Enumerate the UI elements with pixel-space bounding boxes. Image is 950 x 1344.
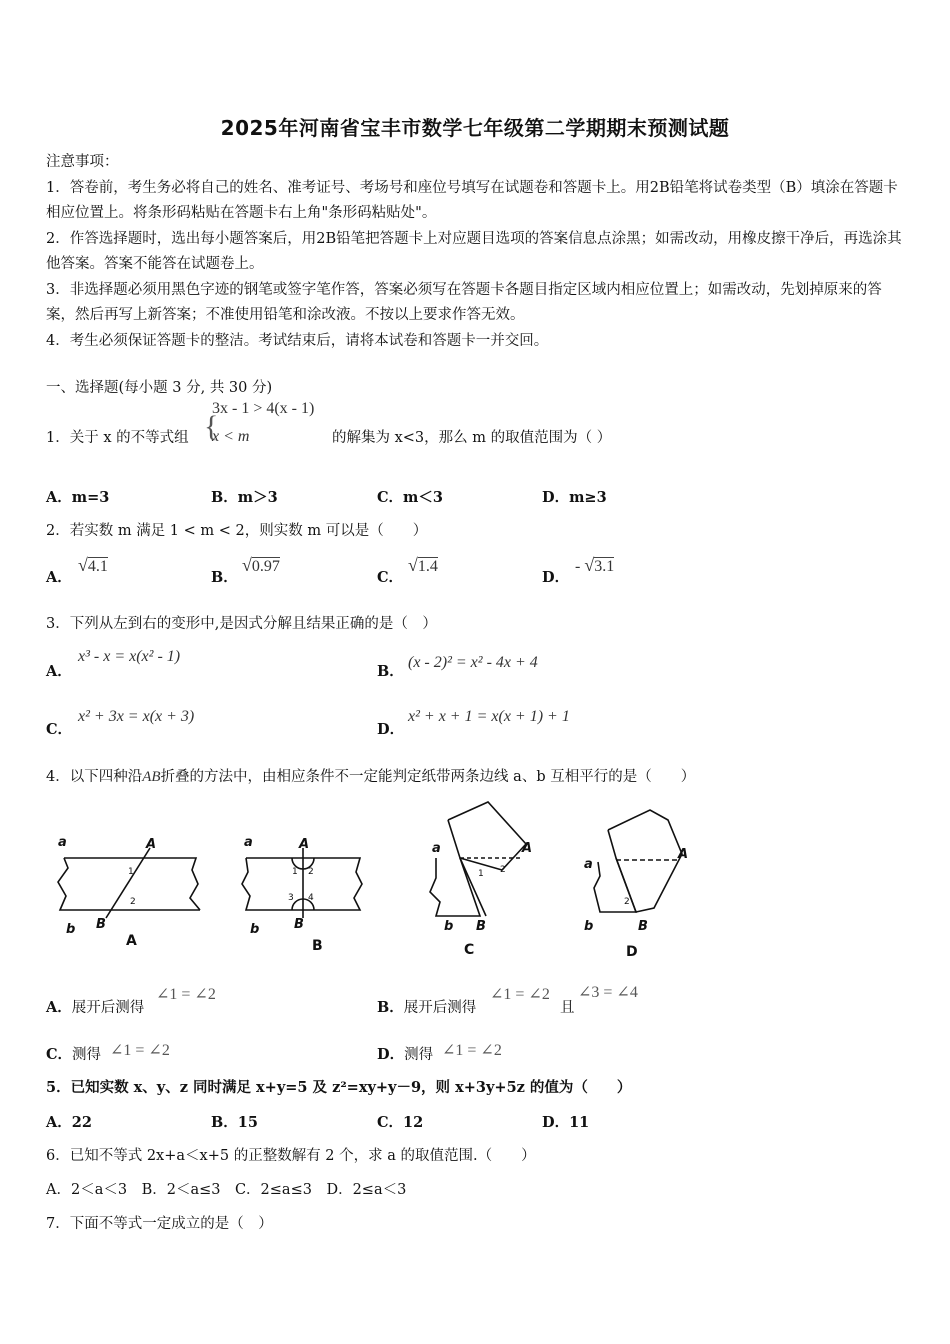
q5-option-c[interactable]: C．12 [377, 1114, 424, 1131]
svg-text:1: 1 [128, 867, 134, 877]
svg-text:2: 2 [308, 867, 314, 877]
q2-stem: 2．若实数 m 满足 1 < m < 2，则实数 m 可以是（ ） [46, 523, 428, 539]
q5-option-a[interactable]: A．22 [46, 1114, 92, 1131]
fig-a-label-A: A [146, 837, 157, 852]
fig-a-label-b: b [66, 922, 76, 937]
q4-option-a-math: ∠1 = ∠2 [156, 986, 216, 1003]
note-item: 4．考生必须保证答题卡的整洁。考试结束后，请将本试卷和答题卡一并交回。 [46, 332, 549, 349]
q3-option-b-label[interactable]: B． [377, 663, 404, 680]
fig-caption-d: D [626, 944, 638, 960]
svg-text:1: 1 [292, 867, 298, 877]
q2-option-b-label[interactable]: B． [211, 569, 238, 586]
q1-option-a[interactable]: A．m=3 [46, 489, 110, 506]
fig-a-label-a: a [58, 835, 67, 850]
q3-option-b[interactable]: (x - 2)² = x² - 4x + 4 [408, 654, 538, 671]
q6-stem: 6．已知不等式 2x+a＜x+5 的正整数解有 2 个，求 a 的取值范围.（ ） [46, 1148, 536, 1164]
q3-option-c-label[interactable]: C． [46, 721, 73, 738]
q7-stem: 7．下面不等式一定成立的是（ ） [46, 1216, 273, 1232]
q2-option-a-label[interactable]: A． [46, 569, 72, 586]
q1-ineq-2: x < m [212, 428, 250, 445]
q2-option-c[interactable]: √1.4 [408, 555, 438, 575]
q1-prefix: 1．关于 x 的不等式组 [46, 430, 189, 446]
q1-option-c[interactable]: C．m＜3 [377, 489, 443, 506]
fig-b-strip [242, 858, 362, 910]
q4-option-c[interactable]: C．测得 [46, 1046, 102, 1063]
fig-d-label-b: b [584, 919, 594, 934]
fig-b-label-B: B [294, 917, 304, 932]
svg-text:3: 3 [288, 893, 294, 903]
note-item: 2．作答选择题时，选出每小题答案后，用2B铅笔把答题卡上对应题目选项的答案信息点涂黑；如需改动，用橡皮擦干净后，再选涂其他答案。答案不能答在试题卷上。 [46, 230, 902, 272]
q5-option-b[interactable]: B．15 [211, 1114, 258, 1131]
q4-option-d[interactable]: D．测得 [377, 1046, 434, 1063]
fig-a-label-B: B [96, 917, 106, 932]
q2-option-c-label[interactable]: C． [377, 569, 404, 586]
q4-option-d-math: ∠1 = ∠2 [442, 1042, 502, 1059]
q4-option-a[interactable]: A．展开后测得 [46, 999, 145, 1016]
q2-option-a[interactable]: √4.1 [78, 555, 108, 575]
q1-ineq-1: 3x - 1 > 4(x - 1) [212, 400, 315, 417]
svg-text:1: 1 [478, 869, 484, 879]
q3-option-a-label[interactable]: A． [46, 663, 72, 680]
svg-text:2: 2 [500, 865, 506, 875]
q1-suffix: 的解集为 x<3，那么 m 的取值范围为（ ） [332, 430, 612, 446]
svg-text:4: 4 [308, 893, 314, 903]
fig-d-label-B: B [638, 919, 648, 934]
brace: { [204, 410, 219, 443]
fig-c-label-b: b [444, 919, 454, 934]
fig-caption-c: C [464, 942, 475, 958]
fig-d-label-A: A [678, 847, 689, 862]
q3-stem: 3．下列从左到右的变形中,是因式分解且结果正确的是（ ） [46, 616, 437, 632]
svg-text:2: 2 [130, 897, 136, 907]
q3-option-d-label[interactable]: D． [377, 721, 405, 738]
section-heading: 一、选择题(每小题 3 分, 共 30 分) [46, 380, 273, 396]
q4-figures [40, 800, 730, 965]
notes-block [46, 150, 908, 354]
q1-option-b[interactable]: B．m＞3 [211, 489, 278, 506]
q3-option-a[interactable]: x³ - x = x(x² - 1) [78, 648, 181, 665]
page-title: 2025年河南省宝丰市数学七年级第二学期期末预测试题 [220, 116, 730, 140]
q4-option-c-math: ∠1 = ∠2 [110, 1042, 170, 1059]
q4-option-b[interactable]: B．展开后测得 [377, 999, 477, 1016]
q4-option-b-math2: ∠3 = ∠4 [578, 984, 638, 1001]
q5-stem: 5．已知实数 x、y、z 同时满足 x+y=5 及 z²=xy+y－9，则 x+3y+5z 的值为（ ） [46, 1079, 632, 1096]
q6-options[interactable]: A．2＜a＜3 B．2＜a≤3 C．2≤a≤3 D．2≤a＜3 [46, 1182, 407, 1198]
q4-option-b-math1: ∠1 = ∠2 [490, 986, 550, 1003]
fig-d-label-a: a [584, 857, 593, 872]
q4-stem: 4．以下四种沿AB折叠的方法中，由相应条件不一定能判定纸带两条边线 a、b 互相平行的是（ ） [46, 769, 696, 785]
svg-text:2: 2 [624, 897, 630, 907]
fig-b-label-A: A [299, 837, 310, 852]
fig-c-label-a: a [432, 841, 441, 856]
fig-c-label-B: B [476, 919, 486, 934]
fig-b-label-b: b [250, 922, 260, 937]
q2-option-b[interactable]: √0.97 [242, 555, 280, 575]
note-item: 1．答卷前，考生务必将自己的姓名、准考证号、考场号和座位号填写在试题卷和答题卡上。用2B铅笔将试卷类型（B）填涂在答题卡相应位置上。将条形码粘贴在答题卡右上角"条形码粘贴处"。 [46, 179, 898, 221]
fig-caption-a: A [126, 933, 137, 949]
q5-option-d[interactable]: D．11 [542, 1114, 590, 1131]
notes-heading: 注意事项： [46, 154, 119, 170]
q1-option-d[interactable]: D．m≥3 [542, 489, 607, 506]
q2-option-d[interactable]: - √3.1 [575, 555, 615, 575]
fig-c-label-A: A [522, 841, 533, 856]
fig-b-label-a: a [244, 835, 253, 850]
q3-option-d[interactable]: x² + x + 1 = x(x + 1) + 1 [408, 708, 570, 725]
q3-option-c[interactable]: x² + 3x = x(x + 3) [78, 708, 195, 725]
q4-option-b-and: 且 [560, 1000, 575, 1016]
note-item: 3．非选择题必须用黑色字迹的钢笔或签字笔作答，答案必须写在答题卡各题目指定区域内相应位置上；如需改动，先划掉原来的答案，然后再写上新答案；不准使用铅笔和涂改液。不按以上要求作答无效。 [46, 281, 882, 323]
fig-caption-b: B [312, 938, 323, 954]
q2-option-d-label[interactable]: D． [542, 569, 570, 586]
